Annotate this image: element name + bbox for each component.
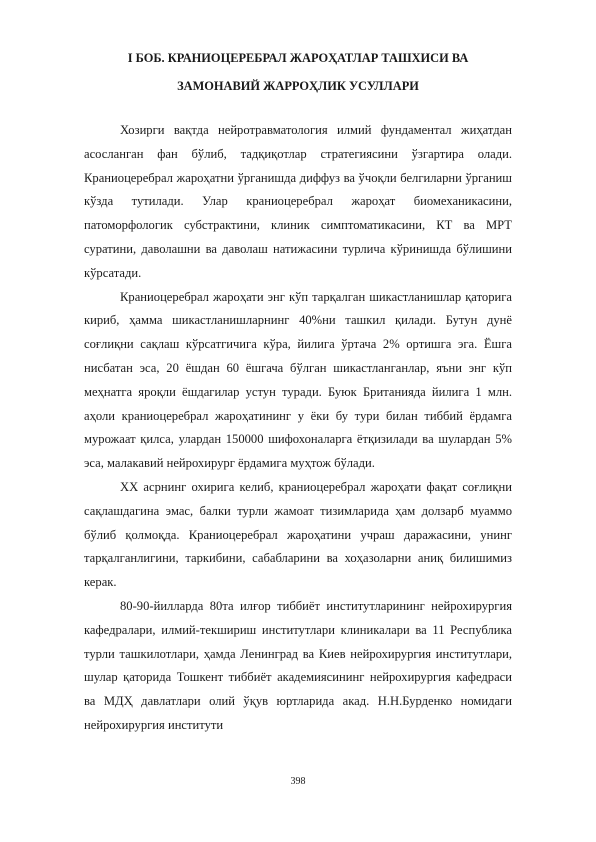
paragraph-4: 80-90-йилларда 80та илғор тиббиёт институтларининг нейрохирургия кафедралари, илмий-текшириш институтлари клиникалари ва 11 Республика турли ташкилотлари, ҳамда Ленинград ва Киев нейрохирургия институтлари, шулар қаторида Тошкент тиббиёт академиясининг нейрохирургия кафедраси ва МДҲ давлатлари олий ўқув юртларида акад. Н.Н.Бурденко номидаги нейрохирургия институти: [84, 598, 512, 732]
body-text: [84, 119, 512, 738]
chapter-heading-line-1: I БОБ. КРАНИОЦЕРЕБРАЛ ЖАРОҲАТЛАР ТАШХИСИ ВА: [127, 51, 469, 65]
page-number: 398: [290, 776, 306, 787]
paragraph-1: Хозирги вақтда нейротравматология илмий фундаментал жиҳатдан асосланган фан бўлиб, тадқиқотлар стратегиясини ўзгартира олади. Краниоцеребрал жароҳатни ўрганишда диффуз ва ўчоқли белгиларни ўрганиш кўзда тутилади. Улар краниоцеребрал жароҳат биомеханикасини, патоморфологик субстрактини, клиник симптоматикасини, КТ ва МРТ суратини, даволашни ва даволаш натижасини турлича кўринишда бўлишини кўрсатади.: [84, 123, 512, 280]
paragraph-3: XX асрнинг охирига келиб, краниоцеребрал жароҳати фақат соғлиқни сақлашдагина эмас, балки турли жамоат тизимларида ҳам долзарб муаммо бўлиб қолмоқда. Краниоцеребрал жароҳатини учраш даражасини, унинг тарқалганлигини, таркибини, сабабларини ва хоҳазоларни аниқ билишимиз керак.: [84, 479, 512, 590]
chapter-heading-line-2: ЗАМОНАВИЙ ЖАРРОҲЛИК УСУЛЛАРИ: [177, 79, 419, 93]
paragraph-2: Краниоцеребрал жароҳати энг кўп тарқалган шикастланишлар қаторига кириб, ҳамма шикастланишларнинг 40%ни ташкил қилади. Бутун дунё соғлиқни сақлаш кўрсатгичига кўра, йилига ўртача 2% ортишга эга. Ёшга нисбатан эса, 20 ёшдан 60 ёшгача бўлган шикастланганлар, яъни энг кўп меҳнатга яроқли ёшдагилар устун туради. Буюк Британияда йилига 1 млн. аҳоли краниоцеребрал жароҳатининг у ёки бу тури билан тиббий ёрдамга мурожаат қилса, улардан 150000 шифохоналарга ётқизилади ва шулардан 5% эса, малакавий нейрохирург ёрдамига муҳтож бўлади.: [84, 289, 512, 471]
